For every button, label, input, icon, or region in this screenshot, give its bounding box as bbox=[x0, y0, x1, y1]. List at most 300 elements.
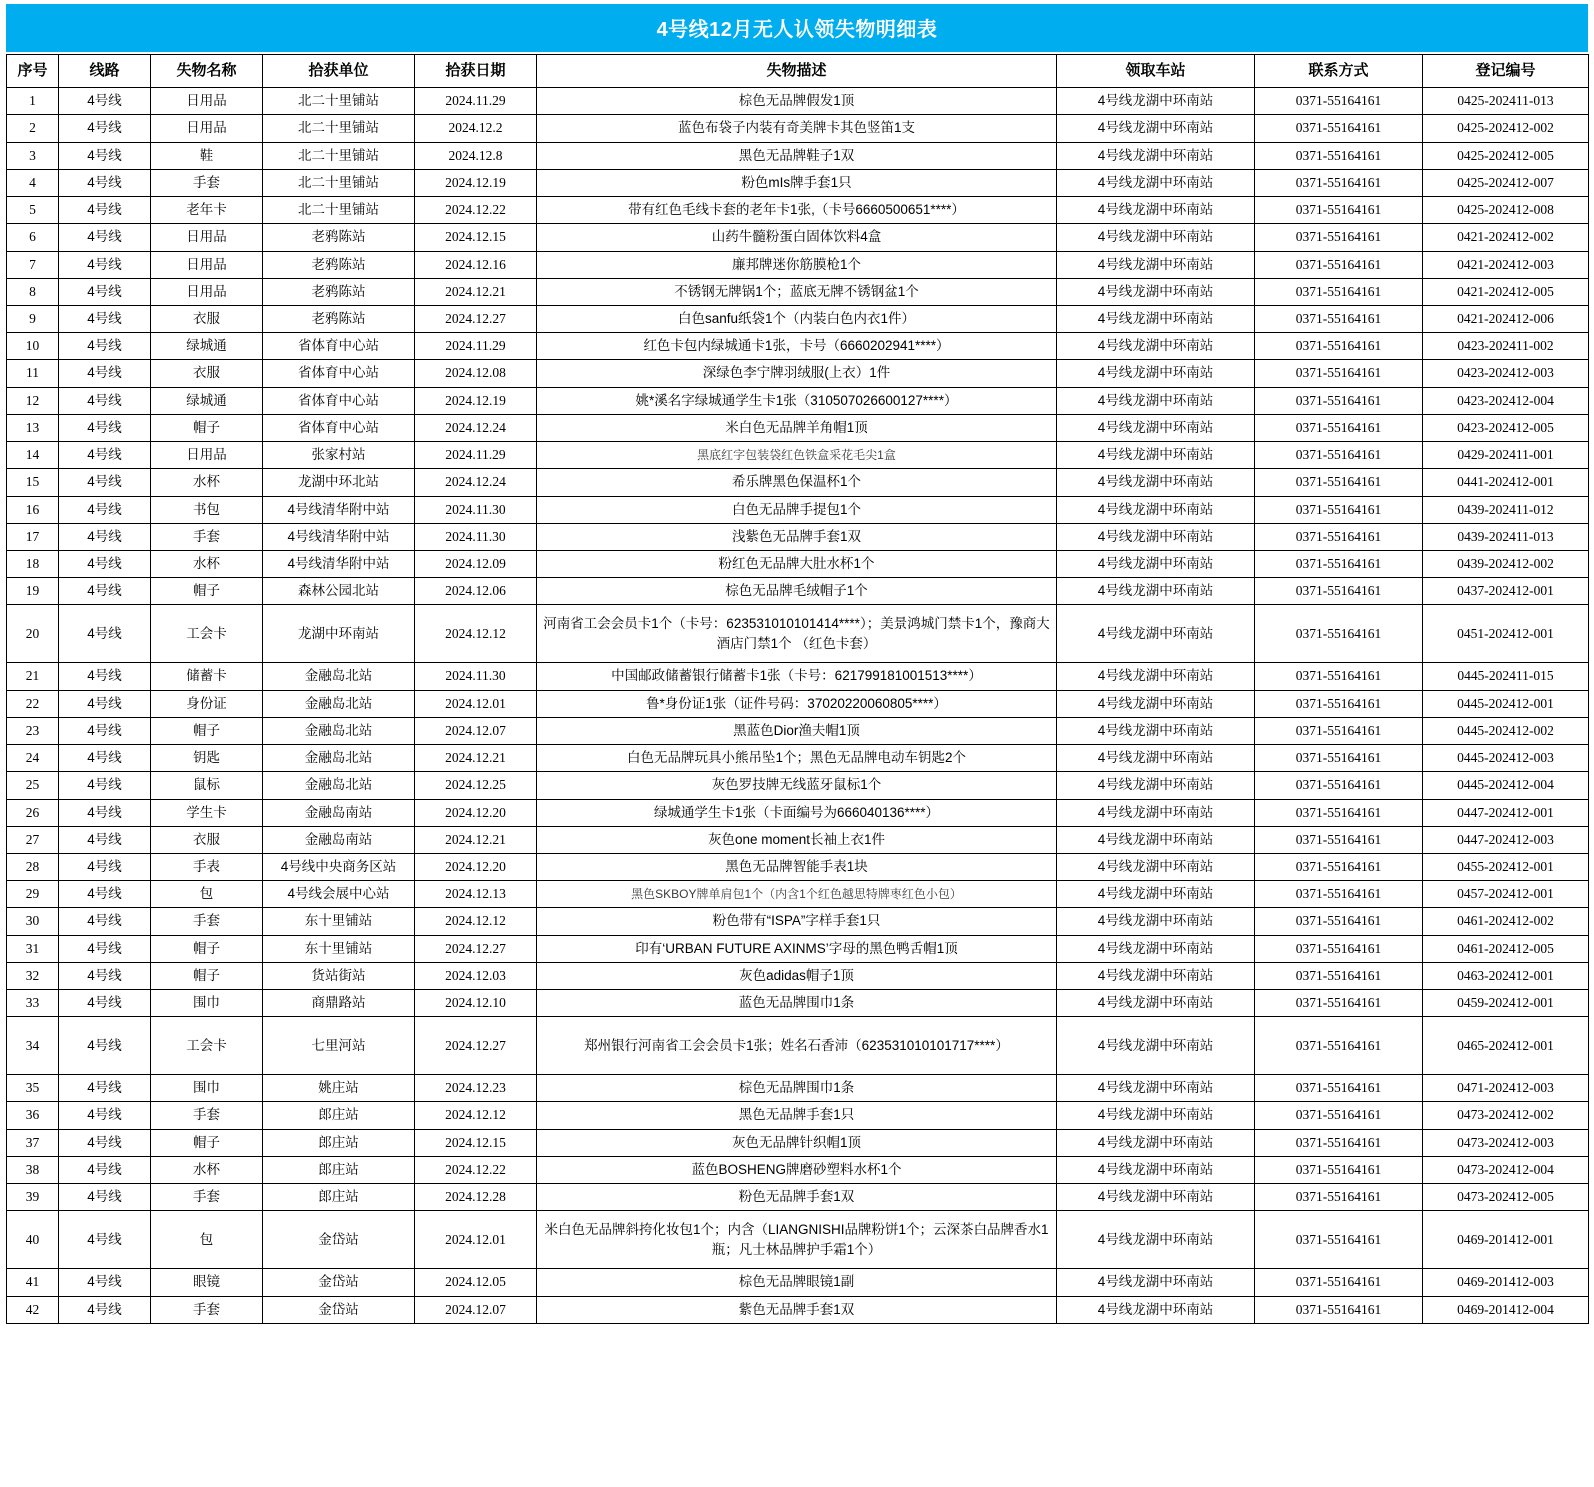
cell-pickup-date: 2024.12.27 bbox=[415, 306, 537, 333]
cell-reg-number: 0439-202411-012 bbox=[1423, 496, 1589, 523]
cell-item-name: 水杯 bbox=[151, 469, 263, 496]
cell-line: 4号线 bbox=[59, 496, 151, 523]
lost-items-table bbox=[6, 54, 1589, 1324]
cell-claim-station: 4号线龙湖中环南站 bbox=[1057, 908, 1255, 935]
cell-pickup-date: 2024.12.2 bbox=[415, 115, 537, 142]
cell-contact: 0371-55164161 bbox=[1255, 745, 1423, 772]
cell-claim-station: 4号线龙湖中环南站 bbox=[1057, 414, 1255, 441]
cell-line: 4号线 bbox=[59, 278, 151, 305]
cell-line: 4号线 bbox=[59, 414, 151, 441]
cell-index: 1 bbox=[7, 88, 59, 115]
cell-pickup-unit: 老鸦陈站 bbox=[263, 224, 415, 251]
cell-reg-number: 0437-202412-001 bbox=[1423, 578, 1589, 605]
cell-line: 4号线 bbox=[59, 142, 151, 169]
cell-description: 粉色mIs牌手套1只 bbox=[537, 169, 1057, 196]
cell-pickup-unit: 金岱站 bbox=[263, 1296, 415, 1323]
cell-pickup-unit: 省体育中心站 bbox=[263, 387, 415, 414]
cell-index: 5 bbox=[7, 197, 59, 224]
cell-reg-number: 0445-202412-003 bbox=[1423, 745, 1589, 772]
table-row bbox=[7, 142, 1589, 169]
cell-claim-station: 4号线龙湖中环南站 bbox=[1057, 935, 1255, 962]
cell-reg-number: 0461-202412-002 bbox=[1423, 908, 1589, 935]
table-row bbox=[7, 826, 1589, 853]
cell-pickup-date: 2024.12.09 bbox=[415, 550, 537, 577]
cell-reg-number: 0425-202412-002 bbox=[1423, 115, 1589, 142]
cell-contact: 0371-55164161 bbox=[1255, 1129, 1423, 1156]
cell-index: 13 bbox=[7, 414, 59, 441]
cell-claim-station: 4号线龙湖中环南站 bbox=[1057, 224, 1255, 251]
table-row bbox=[7, 1269, 1589, 1296]
table-row bbox=[7, 935, 1589, 962]
cell-pickup-unit: 4号线会展中心站 bbox=[263, 881, 415, 908]
cell-contact: 0371-55164161 bbox=[1255, 1075, 1423, 1102]
cell-pickup-unit: 北二十里铺站 bbox=[263, 142, 415, 169]
cell-contact: 0371-55164161 bbox=[1255, 799, 1423, 826]
cell-claim-station: 4号线龙湖中环南站 bbox=[1057, 333, 1255, 360]
cell-pickup-date: 2024.12.25 bbox=[415, 772, 537, 799]
cell-pickup-date: 2024.12.21 bbox=[415, 826, 537, 853]
cell-line: 4号线 bbox=[59, 197, 151, 224]
cell-index: 30 bbox=[7, 908, 59, 935]
cell-pickup-date: 2024.12.21 bbox=[415, 745, 537, 772]
cell-claim-station: 4号线龙湖中环南站 bbox=[1057, 690, 1255, 717]
cell-reg-number: 0421-202412-006 bbox=[1423, 306, 1589, 333]
cell-pickup-date: 2024.11.30 bbox=[415, 663, 537, 690]
cell-line: 4号线 bbox=[59, 115, 151, 142]
cell-claim-station: 4号线龙湖中环南站 bbox=[1057, 853, 1255, 880]
cell-claim-station: 4号线龙湖中环南站 bbox=[1057, 387, 1255, 414]
cell-description: 不锈钢无牌锅1个；蓝底无牌不锈钢盆1个 bbox=[537, 278, 1057, 305]
cell-claim-station: 4号线龙湖中环南站 bbox=[1057, 142, 1255, 169]
cell-reg-number: 0457-202412-001 bbox=[1423, 881, 1589, 908]
cell-description: 带有红色毛线卡套的老年卡1张,（卡号6660500651****） bbox=[537, 197, 1057, 224]
cell-pickup-unit: 东十里铺站 bbox=[263, 935, 415, 962]
cell-index: 8 bbox=[7, 278, 59, 305]
cell-line: 4号线 bbox=[59, 469, 151, 496]
cell-pickup-unit: 省体育中心站 bbox=[263, 333, 415, 360]
cell-reg-number: 0439-202411-013 bbox=[1423, 523, 1589, 550]
cell-item-name: 学生卡 bbox=[151, 799, 263, 826]
cell-item-name: 日用品 bbox=[151, 88, 263, 115]
cell-item-name: 水杯 bbox=[151, 550, 263, 577]
cell-claim-station: 4号线龙湖中环南站 bbox=[1057, 1211, 1255, 1269]
table-row bbox=[7, 605, 1589, 663]
cell-description: 黑色无品牌鞋子1双 bbox=[537, 142, 1057, 169]
cell-index: 3 bbox=[7, 142, 59, 169]
cell-pickup-date: 2024.12.06 bbox=[415, 578, 537, 605]
cell-pickup-date: 2024.12.07 bbox=[415, 717, 537, 744]
table-row bbox=[7, 278, 1589, 305]
cell-pickup-date: 2024.12.8 bbox=[415, 142, 537, 169]
cell-line: 4号线 bbox=[59, 772, 151, 799]
cell-contact: 0371-55164161 bbox=[1255, 278, 1423, 305]
cell-index: 11 bbox=[7, 360, 59, 387]
cell-description: 印有‘URBAN FUTURE AXINMS’字母的黑色鸭舌帽1顶 bbox=[537, 935, 1057, 962]
table-row bbox=[7, 690, 1589, 717]
cell-claim-station: 4号线龙湖中环南站 bbox=[1057, 772, 1255, 799]
cell-pickup-date: 2024.12.12 bbox=[415, 908, 537, 935]
cell-pickup-date: 2024.12.27 bbox=[415, 1017, 537, 1075]
table-row bbox=[7, 1102, 1589, 1129]
cell-item-name: 帽子 bbox=[151, 717, 263, 744]
cell-pickup-unit: 金岱站 bbox=[263, 1269, 415, 1296]
cell-line: 4号线 bbox=[59, 1156, 151, 1183]
cell-description: 廉邦牌迷你筋膜枪1个 bbox=[537, 251, 1057, 278]
cell-item-name: 包 bbox=[151, 1211, 263, 1269]
cell-index: 40 bbox=[7, 1211, 59, 1269]
cell-claim-station: 4号线龙湖中环南站 bbox=[1057, 1184, 1255, 1211]
cell-claim-station: 4号线龙湖中环南站 bbox=[1057, 663, 1255, 690]
cell-item-name: 日用品 bbox=[151, 442, 263, 469]
cell-pickup-unit: 金融岛北站 bbox=[263, 772, 415, 799]
cell-reg-number: 0445-202412-002 bbox=[1423, 717, 1589, 744]
cell-claim-station: 4号线龙湖中环南站 bbox=[1057, 306, 1255, 333]
cell-claim-station: 4号线龙湖中环南站 bbox=[1057, 578, 1255, 605]
cell-item-name: 手套 bbox=[151, 1296, 263, 1323]
cell-description: 深绿色李宁牌羽绒服(上衣）1件 bbox=[537, 360, 1057, 387]
cell-line: 4号线 bbox=[59, 799, 151, 826]
cell-pickup-date: 2024.12.21 bbox=[415, 278, 537, 305]
table-row bbox=[7, 799, 1589, 826]
cell-contact: 0371-55164161 bbox=[1255, 550, 1423, 577]
cell-claim-station: 4号线龙湖中环南站 bbox=[1057, 962, 1255, 989]
cell-reg-number: 0441-202412-001 bbox=[1423, 469, 1589, 496]
cell-contact: 0371-55164161 bbox=[1255, 197, 1423, 224]
cell-pickup-date: 2024.12.19 bbox=[415, 387, 537, 414]
cell-description: 郑州银行河南省工会会员卡1张；姓名石香沛（623531010101717****） bbox=[537, 1017, 1057, 1075]
cell-description: 粉色带有“ISPA”字样手套1只 bbox=[537, 908, 1057, 935]
cell-line: 4号线 bbox=[59, 523, 151, 550]
cell-description: 灰色罗技牌无线蓝牙鼠标1个 bbox=[537, 772, 1057, 799]
cell-index: 7 bbox=[7, 251, 59, 278]
cell-pickup-date: 2024.12.28 bbox=[415, 1184, 537, 1211]
cell-claim-station: 4号线龙湖中环南站 bbox=[1057, 278, 1255, 305]
cell-pickup-unit: 金融岛南站 bbox=[263, 799, 415, 826]
cell-line: 4号线 bbox=[59, 169, 151, 196]
cell-reg-number: 0445-202412-004 bbox=[1423, 772, 1589, 799]
cell-reg-number: 0463-202412-001 bbox=[1423, 962, 1589, 989]
cell-pickup-date: 2024.12.22 bbox=[415, 197, 537, 224]
cell-item-name: 日用品 bbox=[151, 115, 263, 142]
cell-line: 4号线 bbox=[59, 550, 151, 577]
cell-reg-number: 0469-201412-003 bbox=[1423, 1269, 1589, 1296]
cell-description: 蓝色布袋子内装有奇美牌卡其色竖笛1支 bbox=[537, 115, 1057, 142]
cell-contact: 0371-55164161 bbox=[1255, 881, 1423, 908]
table-row bbox=[7, 1129, 1589, 1156]
cell-pickup-unit: 郎庄站 bbox=[263, 1156, 415, 1183]
cell-line: 4号线 bbox=[59, 1211, 151, 1269]
cell-line: 4号线 bbox=[59, 360, 151, 387]
table-row bbox=[7, 772, 1589, 799]
cell-reg-number: 0425-202412-005 bbox=[1423, 142, 1589, 169]
table-row bbox=[7, 224, 1589, 251]
table-row bbox=[7, 717, 1589, 744]
cell-index: 29 bbox=[7, 881, 59, 908]
cell-index: 21 bbox=[7, 663, 59, 690]
cell-line: 4号线 bbox=[59, 1296, 151, 1323]
cell-description: 希乐牌黑色保温杯1个 bbox=[537, 469, 1057, 496]
cell-description: 红色卡包内绿城通卡1张，卡号（6660202941****） bbox=[537, 333, 1057, 360]
cell-index: 6 bbox=[7, 224, 59, 251]
cell-item-name: 手套 bbox=[151, 169, 263, 196]
cell-line: 4号线 bbox=[59, 387, 151, 414]
col-header-line: 线路 bbox=[59, 55, 151, 88]
cell-reg-number: 0445-202411-015 bbox=[1423, 663, 1589, 690]
cell-index: 35 bbox=[7, 1075, 59, 1102]
col-header-date: 拾获日期 bbox=[415, 55, 537, 88]
cell-line: 4号线 bbox=[59, 663, 151, 690]
cell-line: 4号线 bbox=[59, 1102, 151, 1129]
cell-line: 4号线 bbox=[59, 990, 151, 1017]
cell-description: 灰色adidas帽子1顶 bbox=[537, 962, 1057, 989]
col-header-reg: 登记编号 bbox=[1423, 55, 1589, 88]
cell-item-name: 鞋 bbox=[151, 142, 263, 169]
cell-line: 4号线 bbox=[59, 935, 151, 962]
cell-pickup-date: 2024.12.10 bbox=[415, 990, 537, 1017]
cell-pickup-date: 2024.12.05 bbox=[415, 1269, 537, 1296]
cell-description: 灰色无品牌针织帽1顶 bbox=[537, 1129, 1057, 1156]
cell-claim-station: 4号线龙湖中环南站 bbox=[1057, 799, 1255, 826]
table-row bbox=[7, 1075, 1589, 1102]
cell-claim-station: 4号线龙湖中环南站 bbox=[1057, 717, 1255, 744]
cell-reg-number: 0469-201412-001 bbox=[1423, 1211, 1589, 1269]
cell-pickup-date: 2024.11.29 bbox=[415, 442, 537, 469]
col-header-desc: 失物描述 bbox=[537, 55, 1057, 88]
table-row bbox=[7, 251, 1589, 278]
cell-index: 39 bbox=[7, 1184, 59, 1211]
cell-pickup-unit: 商鼎路站 bbox=[263, 990, 415, 1017]
cell-contact: 0371-55164161 bbox=[1255, 908, 1423, 935]
cell-item-name: 围巾 bbox=[151, 990, 263, 1017]
cell-reg-number: 0439-202412-002 bbox=[1423, 550, 1589, 577]
cell-line: 4号线 bbox=[59, 333, 151, 360]
cell-index: 42 bbox=[7, 1296, 59, 1323]
cell-line: 4号线 bbox=[59, 442, 151, 469]
table-row bbox=[7, 663, 1589, 690]
cell-reg-number: 0447-202412-001 bbox=[1423, 799, 1589, 826]
cell-reg-number: 0447-202412-003 bbox=[1423, 826, 1589, 853]
cell-pickup-unit: 七里河站 bbox=[263, 1017, 415, 1075]
cell-pickup-date: 2024.12.12 bbox=[415, 605, 537, 663]
cell-index: 37 bbox=[7, 1129, 59, 1156]
cell-claim-station: 4号线龙湖中环南站 bbox=[1057, 442, 1255, 469]
cell-contact: 0371-55164161 bbox=[1255, 224, 1423, 251]
cell-item-name: 身份证 bbox=[151, 690, 263, 717]
cell-reg-number: 0425-202411-013 bbox=[1423, 88, 1589, 115]
cell-reg-number: 0421-202412-002 bbox=[1423, 224, 1589, 251]
cell-index: 28 bbox=[7, 853, 59, 880]
cell-pickup-date: 2024.12.15 bbox=[415, 224, 537, 251]
cell-contact: 0371-55164161 bbox=[1255, 306, 1423, 333]
cell-contact: 0371-55164161 bbox=[1255, 333, 1423, 360]
cell-pickup-unit: 4号线清华附中站 bbox=[263, 496, 415, 523]
cell-pickup-unit: 金岱站 bbox=[263, 1211, 415, 1269]
cell-pickup-date: 2024.12.22 bbox=[415, 1156, 537, 1183]
cell-pickup-date: 2024.11.30 bbox=[415, 496, 537, 523]
cell-description: 山药牛髓粉蛋白固体饮料4盒 bbox=[537, 224, 1057, 251]
cell-claim-station: 4号线龙湖中环南站 bbox=[1057, 990, 1255, 1017]
table-row bbox=[7, 115, 1589, 142]
cell-description: 紫色无品牌手套1双 bbox=[537, 1296, 1057, 1323]
table-row bbox=[7, 853, 1589, 880]
cell-index: 20 bbox=[7, 605, 59, 663]
cell-reg-number: 0469-201412-004 bbox=[1423, 1296, 1589, 1323]
cell-index: 22 bbox=[7, 690, 59, 717]
cell-description: 鲁*身份证1张（证件号码：37020220060805****） bbox=[537, 690, 1057, 717]
table-row bbox=[7, 387, 1589, 414]
col-header-unit: 拾获单位 bbox=[263, 55, 415, 88]
cell-index: 32 bbox=[7, 962, 59, 989]
page-title: 4号线12月无人认领失物明细表 bbox=[6, 4, 1588, 52]
cell-pickup-unit: 金融岛北站 bbox=[263, 663, 415, 690]
cell-description: 河南省工会会员卡1个（卡号：623531010101414****）；美景鸿城门禁卡1个，豫商大酒店门禁1个 （红色卡套） bbox=[537, 605, 1057, 663]
cell-line: 4号线 bbox=[59, 962, 151, 989]
cell-index: 25 bbox=[7, 772, 59, 799]
table-row bbox=[7, 360, 1589, 387]
cell-claim-station: 4号线龙湖中环南站 bbox=[1057, 1269, 1255, 1296]
cell-description: 米白色无品牌羊角帽1顶 bbox=[537, 414, 1057, 441]
cell-pickup-unit: 森林公园北站 bbox=[263, 578, 415, 605]
cell-line: 4号线 bbox=[59, 690, 151, 717]
cell-description: 棕色无品牌假发1顶 bbox=[537, 88, 1057, 115]
cell-pickup-unit: 金融岛北站 bbox=[263, 745, 415, 772]
cell-claim-station: 4号线龙湖中环南站 bbox=[1057, 605, 1255, 663]
cell-item-name: 工会卡 bbox=[151, 605, 263, 663]
table-header-row bbox=[7, 55, 1589, 88]
cell-item-name: 帽子 bbox=[151, 414, 263, 441]
cell-contact: 0371-55164161 bbox=[1255, 1211, 1423, 1269]
cell-item-name: 手套 bbox=[151, 523, 263, 550]
cell-description: 姚*溪名字绿城通学生卡1张（310507026600127****） bbox=[537, 387, 1057, 414]
cell-contact: 0371-55164161 bbox=[1255, 1156, 1423, 1183]
cell-line: 4号线 bbox=[59, 88, 151, 115]
cell-reg-number: 0465-202412-001 bbox=[1423, 1017, 1589, 1075]
cell-line: 4号线 bbox=[59, 853, 151, 880]
cell-pickup-unit: 龙湖中环南站 bbox=[263, 605, 415, 663]
cell-description: 黑底红字包装袋红色铁盒采花毛尖1盒 bbox=[537, 442, 1057, 469]
cell-item-name: 储蓄卡 bbox=[151, 663, 263, 690]
table-row bbox=[7, 962, 1589, 989]
cell-claim-station: 4号线龙湖中环南站 bbox=[1057, 881, 1255, 908]
cell-pickup-unit: 北二十里铺站 bbox=[263, 169, 415, 196]
cell-contact: 0371-55164161 bbox=[1255, 962, 1423, 989]
cell-index: 26 bbox=[7, 799, 59, 826]
cell-claim-station: 4号线龙湖中环南站 bbox=[1057, 1075, 1255, 1102]
cell-contact: 0371-55164161 bbox=[1255, 935, 1423, 962]
cell-pickup-date: 2024.12.23 bbox=[415, 1075, 537, 1102]
cell-reg-number: 0459-202412-001 bbox=[1423, 990, 1589, 1017]
col-header-phone: 联系方式 bbox=[1255, 55, 1423, 88]
cell-pickup-date: 2024.12.15 bbox=[415, 1129, 537, 1156]
cell-contact: 0371-55164161 bbox=[1255, 469, 1423, 496]
cell-item-name: 日用品 bbox=[151, 251, 263, 278]
cell-contact: 0371-55164161 bbox=[1255, 690, 1423, 717]
cell-index: 34 bbox=[7, 1017, 59, 1075]
cell-claim-station: 4号线龙湖中环南站 bbox=[1057, 1296, 1255, 1323]
cell-reg-number: 0429-202411-001 bbox=[1423, 442, 1589, 469]
cell-description: 棕色无品牌毛绒帽子1个 bbox=[537, 578, 1057, 605]
cell-contact: 0371-55164161 bbox=[1255, 251, 1423, 278]
cell-reg-number: 0423-202412-005 bbox=[1423, 414, 1589, 441]
col-header-index: 序号 bbox=[7, 55, 59, 88]
cell-claim-station: 4号线龙湖中环南站 bbox=[1057, 88, 1255, 115]
cell-contact: 0371-55164161 bbox=[1255, 826, 1423, 853]
cell-line: 4号线 bbox=[59, 251, 151, 278]
cell-pickup-date: 2024.12.27 bbox=[415, 935, 537, 962]
cell-contact: 0371-55164161 bbox=[1255, 990, 1423, 1017]
cell-item-name: 帽子 bbox=[151, 1129, 263, 1156]
cell-pickup-date: 2024.12.24 bbox=[415, 469, 537, 496]
table-row bbox=[7, 908, 1589, 935]
cell-claim-station: 4号线龙湖中环南站 bbox=[1057, 1017, 1255, 1075]
cell-index: 31 bbox=[7, 935, 59, 962]
cell-index: 27 bbox=[7, 826, 59, 853]
cell-pickup-date: 2024.12.03 bbox=[415, 962, 537, 989]
cell-contact: 0371-55164161 bbox=[1255, 387, 1423, 414]
cell-reg-number: 0471-202412-003 bbox=[1423, 1075, 1589, 1102]
cell-pickup-date: 2024.12.20 bbox=[415, 799, 537, 826]
cell-index: 18 bbox=[7, 550, 59, 577]
cell-pickup-date: 2024.12.13 bbox=[415, 881, 537, 908]
cell-description: 中国邮政储蓄银行储蓄卡1张（卡号：621799181001513****） bbox=[537, 663, 1057, 690]
cell-pickup-date: 2024.12.01 bbox=[415, 690, 537, 717]
cell-claim-station: 4号线龙湖中环南站 bbox=[1057, 197, 1255, 224]
cell-description: 蓝色无品牌围巾1条 bbox=[537, 990, 1057, 1017]
cell-line: 4号线 bbox=[59, 1269, 151, 1296]
cell-pickup-date: 2024.12.08 bbox=[415, 360, 537, 387]
cell-contact: 0371-55164161 bbox=[1255, 1269, 1423, 1296]
cell-line: 4号线 bbox=[59, 1184, 151, 1211]
cell-index: 41 bbox=[7, 1269, 59, 1296]
table-row bbox=[7, 523, 1589, 550]
cell-pickup-date: 2024.12.20 bbox=[415, 853, 537, 880]
cell-reg-number: 0445-202412-001 bbox=[1423, 690, 1589, 717]
cell-index: 9 bbox=[7, 306, 59, 333]
cell-item-name: 日用品 bbox=[151, 224, 263, 251]
cell-item-name: 帽子 bbox=[151, 962, 263, 989]
table-row bbox=[7, 990, 1589, 1017]
cell-line: 4号线 bbox=[59, 745, 151, 772]
cell-contact: 0371-55164161 bbox=[1255, 169, 1423, 196]
cell-item-name: 鼠标 bbox=[151, 772, 263, 799]
cell-reg-number: 0451-202412-001 bbox=[1423, 605, 1589, 663]
cell-line: 4号线 bbox=[59, 717, 151, 744]
table-row bbox=[7, 333, 1589, 360]
cell-index: 23 bbox=[7, 717, 59, 744]
table-row bbox=[7, 745, 1589, 772]
table-row bbox=[7, 306, 1589, 333]
table-row bbox=[7, 578, 1589, 605]
cell-claim-station: 4号线龙湖中环南站 bbox=[1057, 115, 1255, 142]
cell-pickup-date: 2024.12.16 bbox=[415, 251, 537, 278]
cell-pickup-unit: 老鸦陈站 bbox=[263, 251, 415, 278]
cell-index: 19 bbox=[7, 578, 59, 605]
cell-item-name: 日用品 bbox=[151, 278, 263, 305]
cell-claim-station: 4号线龙湖中环南站 bbox=[1057, 745, 1255, 772]
cell-contact: 0371-55164161 bbox=[1255, 523, 1423, 550]
cell-reg-number: 0473-202412-005 bbox=[1423, 1184, 1589, 1211]
cell-claim-station: 4号线龙湖中环南站 bbox=[1057, 496, 1255, 523]
table-body bbox=[7, 88, 1589, 1324]
cell-item-name: 衣服 bbox=[151, 360, 263, 387]
cell-index: 10 bbox=[7, 333, 59, 360]
table-row bbox=[7, 1184, 1589, 1211]
cell-index: 14 bbox=[7, 442, 59, 469]
cell-item-name: 眼镜 bbox=[151, 1269, 263, 1296]
cell-pickup-unit: 北二十里铺站 bbox=[263, 197, 415, 224]
cell-pickup-unit: 东十里铺站 bbox=[263, 908, 415, 935]
cell-item-name: 帽子 bbox=[151, 578, 263, 605]
